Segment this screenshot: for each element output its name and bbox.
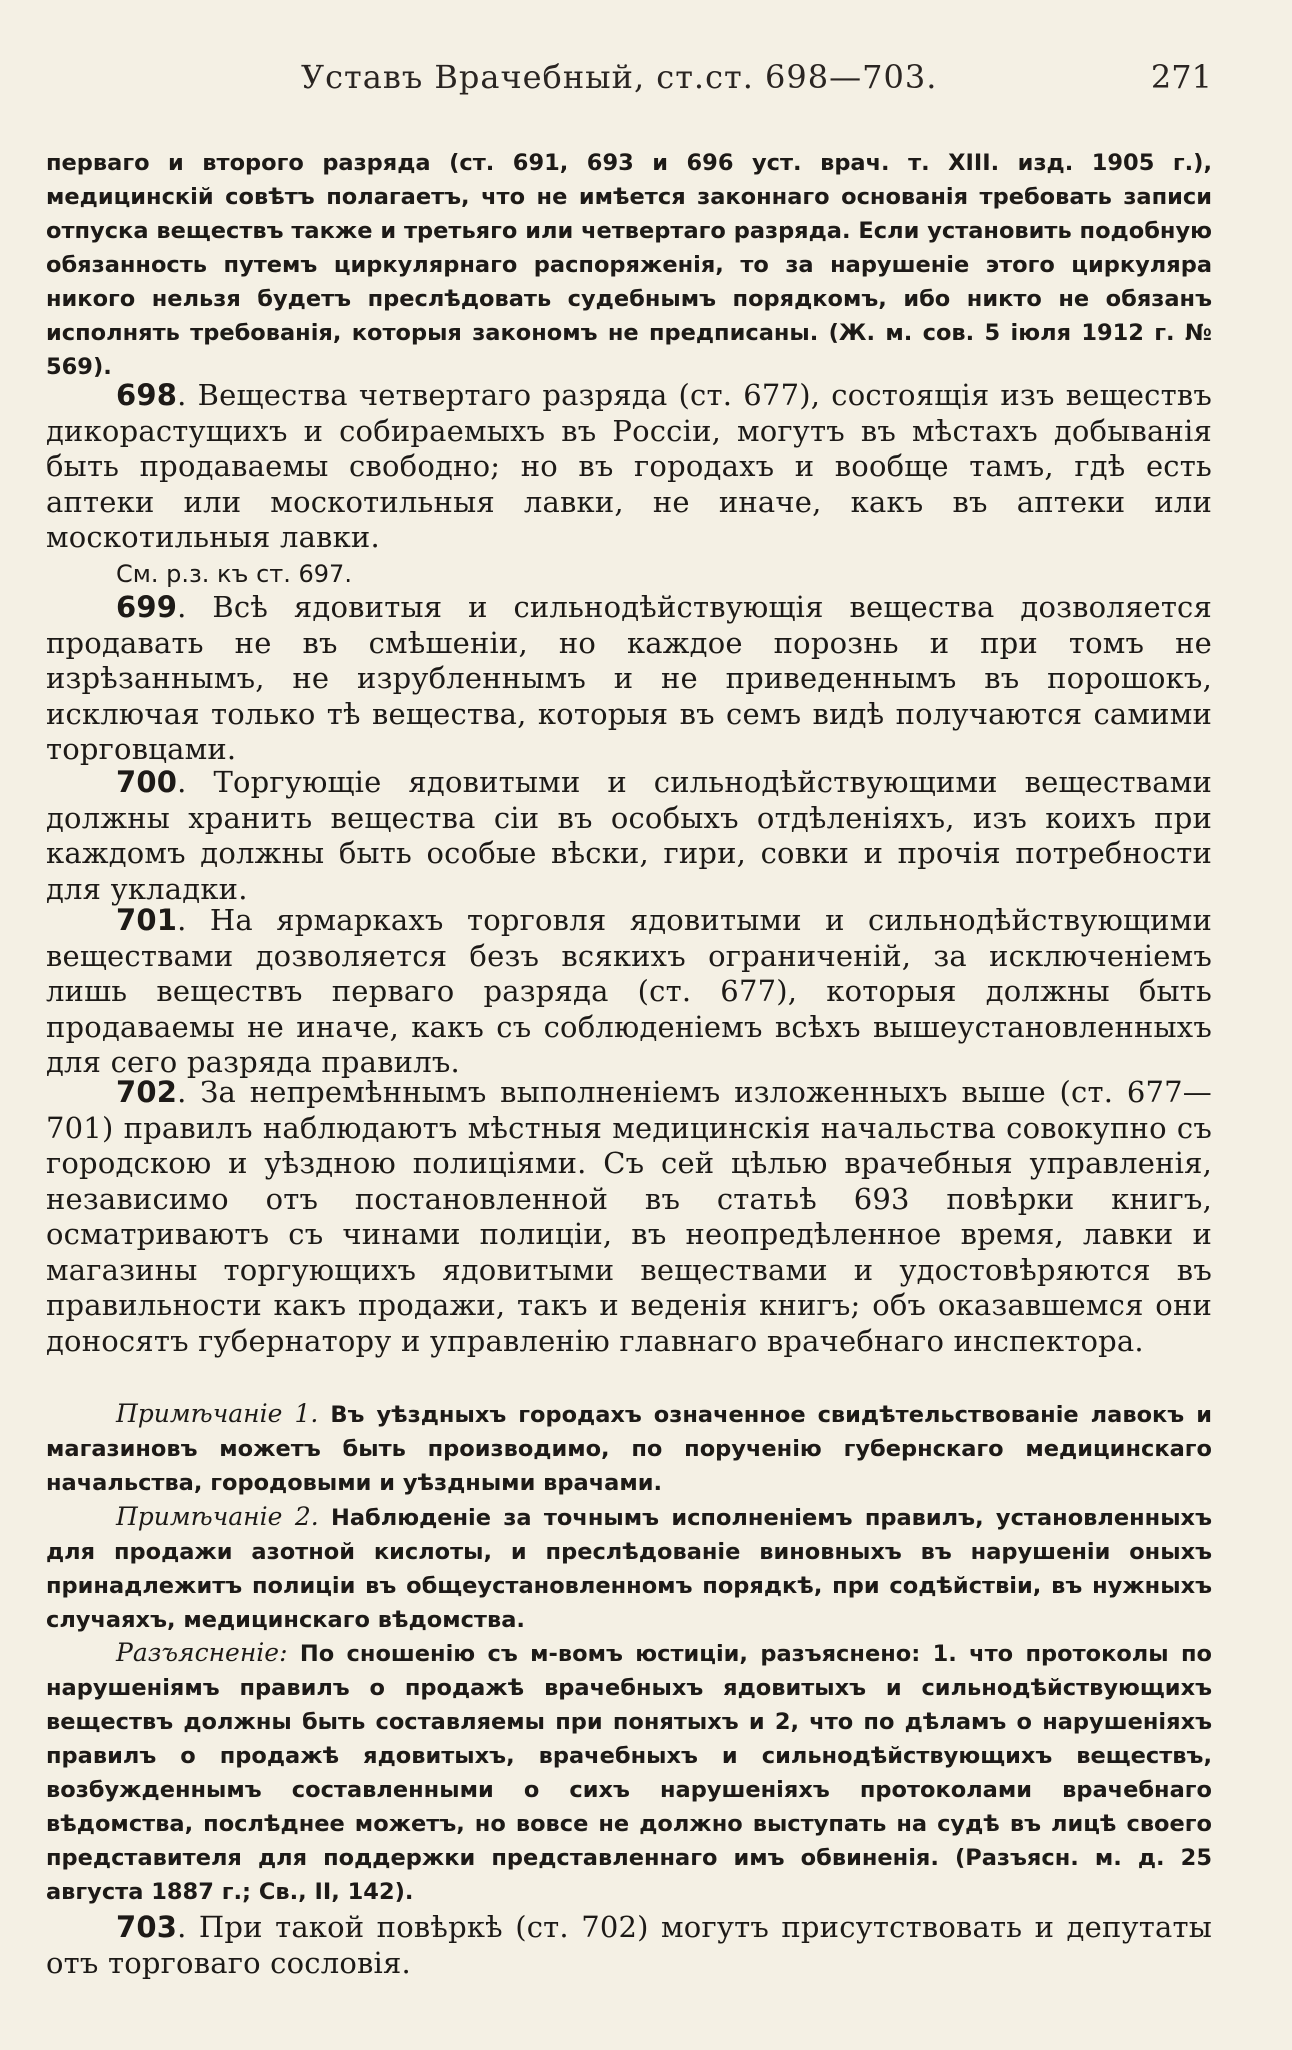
document-page	[46, 0, 1212, 2050]
article-number: 698	[116, 378, 178, 412]
article-702	[46, 1075, 1212, 1359]
note-1-block	[46, 1397, 1212, 1500]
article-699	[46, 590, 1212, 768]
note-2	[46, 1500, 1212, 1637]
see-reference: См. р.з. къ ст. 697.	[116, 560, 352, 588]
note-1	[46, 1397, 1212, 1500]
article-number: 701	[116, 903, 178, 937]
note-label: Примѣчаніе 1.	[116, 1399, 319, 1428]
article-698	[46, 378, 1212, 556]
article-701-paragraph	[46, 903, 1212, 1081]
article-text: . Вещества четвертаго разряда (ст. 677), состоящія изъ веществъ дикорастущихъ и собираемыхъ въ Россіи, могутъ въ мѣстахъ добыванія быть продаваемы свободно; но въ городахъ и вообще тамъ, гдѣ есть аптеки или москотильныя лавки, не иначе, какъ въ аптеки или москотильныя лавки.	[46, 378, 1212, 554]
running-title: Уставъ Врачебный, ст.ст. 698—703.	[301, 58, 938, 96]
article-text: . На ярмаркахъ торговля ядовитыми и сильнодѣйствующими веществами дозволяется безъ всякихъ ограниченій, за исключеніемъ лишь веществъ перваго разряда (ст. 677), которыя должны быть продаваемы не иначе, какъ съ соблюденіемъ всѣхъ вышеустановленныхъ для сего разряда правилъ.	[46, 903, 1212, 1079]
article-700-paragraph	[46, 765, 1212, 907]
article-text: . За непремѣннымъ выполненіемъ изложенныхъ выше (ст. 677—701) правилъ наблюдаютъ мѣстныя медицинскія начальства совокупно съ городскою и уѣздною полиціями. Съ сей цѣлью врачебныя управленія, независимо отъ постановленной въ статьѣ 693 повѣрки книгъ, осматриваютъ съ чинами полиціи, въ неопредѣленное время, лавки и магазины торгующихъ ядовитыми веществами и удостовѣряются въ правильности какъ продажи, такъ и веденія книгъ; объ оказавшемся они доносятъ губернатору и управленію главнаго врачебнаго инспектора.	[46, 1075, 1212, 1358]
clarification	[46, 1636, 1212, 1909]
article-701	[46, 903, 1212, 1081]
see-reference-block	[46, 556, 1212, 592]
note-text: Наблюденіе за точнымъ исполненіемъ правилъ, установленныхъ для продажи азотной кислоты, и преслѣдованіе виновныхъ въ нарушеніи оныхъ принадлежитъ полиціи въ общеустановленномъ порядкѣ, при содѣйствіи, въ нужныхъ случаяхъ, медицинскаго вѣдомства.	[46, 1505, 1212, 1633]
article-699-paragraph	[46, 590, 1212, 768]
clarification-text: По сношенію съ м-вомъ юстиціи, разъяснено: 1. что протоколы по нарушеніямъ правилъ о продажѣ врачебныхъ ядовитыхъ и сильнодѣйствующихъ веществъ должны быть составляемы при понятыхъ и 2, что по дѣламъ о нарушеніяхъ правилъ о продажѣ ядовитыхъ, врачебныхъ и сильнодѣйствующихъ веществъ, возбужденнымъ составленными о сихъ нарушеніяхъ протоколами врачебнаго вѣдомства, послѣднее можетъ, но вовсе не должно выступать на судѣ въ лицѣ своего представителя для поддержки представленнаго имъ обвиненія. (Разъясн. м. д. 25 августа 1887 г.; Св., II, 142).	[46, 1641, 1212, 1905]
article-text: . Торгующіе ядовитыми и сильнодѣйствующими веществами должны хранить вещества сіи въ особыхъ отдѣленіяхъ, изъ коихъ при каждомъ должны быть особые вѣски, гири, совки и прочія потребности для укладки.	[46, 765, 1212, 906]
note-text: Въ уѣздныхъ городахъ означенное свидѣтельствованіе лавокъ и магазиновъ можетъ быть производимо, по порученію губернскаго медицинскаго начальства, городовыми и уѣздными врачами.	[46, 1402, 1212, 1496]
article-703	[46, 1910, 1212, 1981]
clarification-block	[46, 1636, 1212, 1909]
note-label: Примѣчаніе 2.	[116, 1502, 319, 1531]
article-698-paragraph	[46, 378, 1212, 556]
page-number: 271	[1150, 58, 1212, 96]
page-header	[46, 58, 1212, 108]
article-700	[46, 765, 1212, 907]
article-number: 702	[116, 1075, 178, 1109]
article-number: 699	[116, 590, 178, 624]
note-2-block	[46, 1500, 1212, 1637]
article-703-paragraph	[46, 1910, 1212, 1981]
article-number: 700	[116, 765, 178, 799]
article-text: . При такой повѣркѣ (ст. 702) могутъ присутствовать и депутаты отъ торговаго сословія.	[46, 1910, 1212, 1980]
clarification-label: Разъясненіе:	[116, 1638, 288, 1667]
article-702-paragraph	[46, 1075, 1212, 1359]
article-number: 703	[116, 1910, 178, 1944]
intro-paragraph: перваго и второго разряда (ст. 691, 693 и 696 уст. врач. т. XIII. изд. 1905 г.), медицинскій совѣтъ полагаетъ, что не имѣется законнаго основанія требовать записи отпуска веществъ также и третьяго или четвертаго разряда. Если установить подобную обязанность путемъ циркулярнаго распоряженія, то за нарушеніе этого циркуляра никого нельзя будетъ преслѣдовать судебнымъ порядкомъ, ибо никто не обязанъ исполнять требованія, которыя закономъ не предписаны. (Ж. м. сов. 5 іюля 1912 г. № 569).	[46, 150, 1212, 380]
intro-block	[46, 146, 1212, 384]
article-text: . Всѣ ядовитыя и сильнодѣйствующія вещества дозволяется продавать не въ смѣшеніи, но каждое порознь и при томъ не изрѣзаннымъ, не изрубленнымъ и не приведеннымъ въ порошокъ, исключая только тѣ вещества, которыя въ семъ видѣ получаются самими торговцами.	[46, 590, 1212, 766]
